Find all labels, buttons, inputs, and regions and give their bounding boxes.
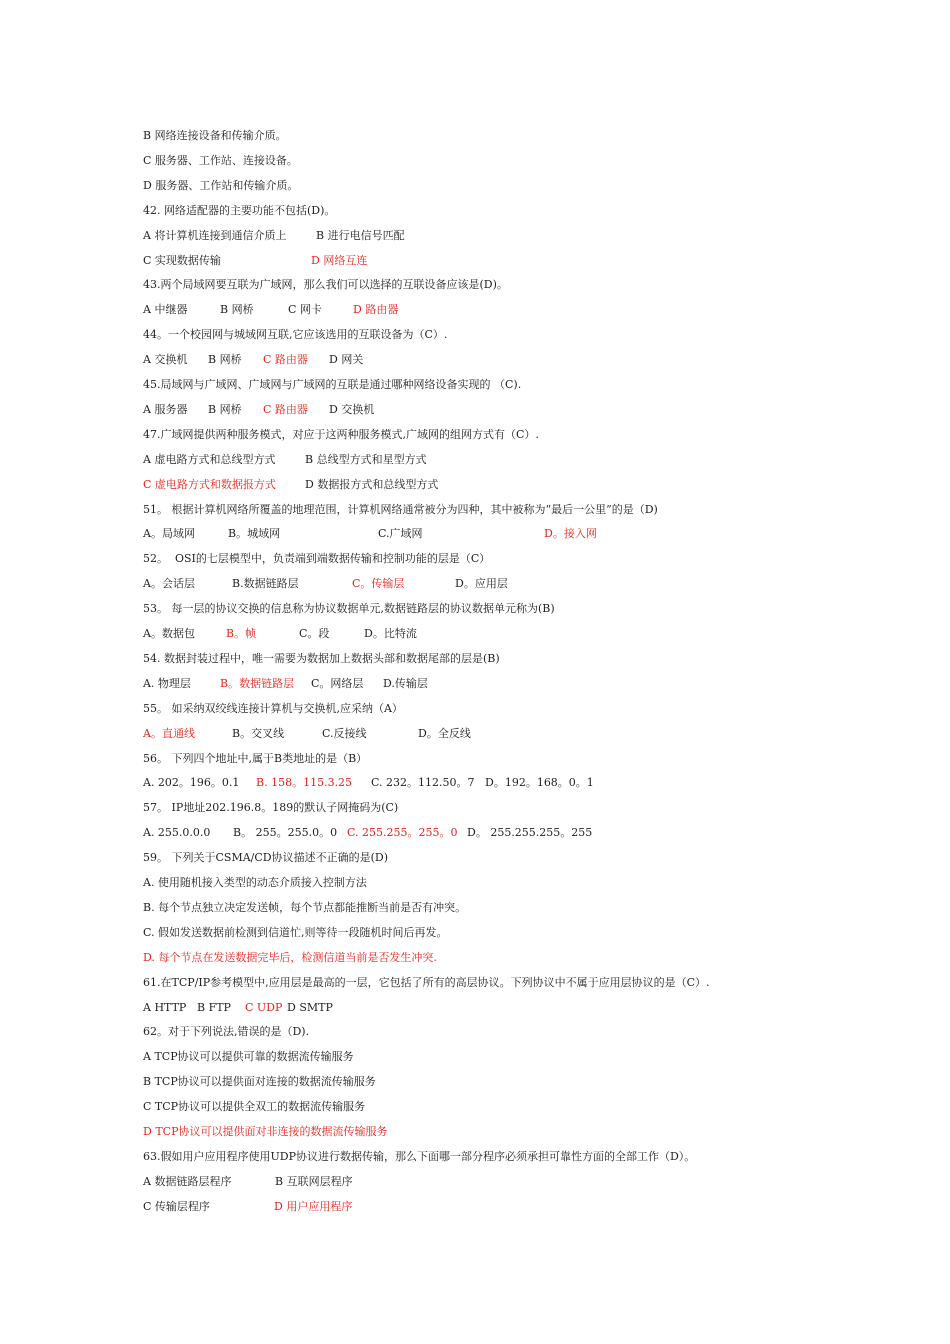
line-text: C TCP协议可以提供全双工的数据流传输服务 xyxy=(143,1100,366,1114)
line-text: A 服务器 xyxy=(143,402,188,416)
line-text: D.传输层 xyxy=(383,676,428,690)
text-line-24 xyxy=(143,699,930,719)
line-text: D。 255.255.255。255 xyxy=(467,826,593,840)
line-text: 47.广域网提供两种服务模式，对应于这两种服务模式,广域网的组网方式有（C）. xyxy=(143,427,539,441)
line-text: D 数据报方式和总线型方式 xyxy=(305,477,439,491)
text-line-38 xyxy=(143,1047,930,1067)
text-line-31 xyxy=(143,873,930,893)
line-text: A. 使用随机接入类型的动态介质接入控制方法 xyxy=(143,876,367,889)
line-text: A 虚电路方式和总线型方式 xyxy=(143,452,276,466)
answer-text: C UDP xyxy=(245,1000,283,1014)
text-line-9 xyxy=(143,325,930,345)
text-line-17 xyxy=(143,524,930,544)
answer-text: D 网络互连 xyxy=(311,253,368,267)
line-text: D 服务器、工作站和传输介质。 xyxy=(143,178,299,192)
answer-text: C 路由器 xyxy=(263,402,308,416)
answer-text: B. 158。115.3.25 xyxy=(256,776,353,790)
line-text: 54. 数据封装过程中，唯一需要为数据加上数据头部和数据尾部的层是(B) xyxy=(143,651,500,665)
line-text: B TCP协议可以提供面对连接的数据流传输服务 xyxy=(143,1075,376,1089)
line-text: A 将计算机连接到通信介质上 xyxy=(143,228,287,242)
line-text: B 网桥 xyxy=(208,353,242,367)
line-text: B。 255。255.0。0 xyxy=(233,826,338,840)
line-text: C. 假如发送数据前检测到信道忙,则等待一段随机时间后再发。 xyxy=(143,925,448,939)
text-line-16 xyxy=(143,500,930,520)
line-text: A。会话层 xyxy=(143,577,195,591)
answer-text: C 虚电路方式和数据报方式 xyxy=(143,477,276,491)
text-line-35 xyxy=(143,973,930,993)
line-text: D。192。168。0。1 xyxy=(485,776,594,790)
answer-text: A。直通线 xyxy=(143,726,195,740)
line-text: D。比特流 xyxy=(364,627,417,640)
text-line-12 xyxy=(143,400,930,420)
text-line-29 xyxy=(143,823,930,843)
text-line-8 xyxy=(143,300,930,320)
text-line-10 xyxy=(143,350,930,370)
line-text: B。城域网 xyxy=(228,527,281,541)
line-text: A。局域网 xyxy=(143,527,195,541)
line-text: A。数据包 xyxy=(143,627,195,640)
answer-text: D 路由器 xyxy=(353,303,399,317)
line-text: A. 255.0.0.0 xyxy=(143,826,211,840)
text-line-20 xyxy=(143,599,930,619)
line-text: 61.在TCP/IP参考模型中,应用层是最高的一层，它包括了所有的高层协议。下列协议中不属于应用层协议的是（C）. xyxy=(143,975,710,989)
line-text: 59。 下列关于CSMA/CD协议描述不正确的是(D) xyxy=(143,851,388,865)
line-text: B 网桥 xyxy=(220,303,254,317)
text-line-5 xyxy=(143,226,930,246)
text-line-15 xyxy=(143,475,930,495)
answer-text: C 路由器 xyxy=(263,353,308,367)
line-text: A TCP协议可以提供可靠的数据流传输服务 xyxy=(143,1050,354,1064)
answer-text: B。帧 xyxy=(226,627,257,640)
line-text: 51。 根据计算机网络所覆盖的地理范围，计算机网络通常被分为四种，其中被称为“最后一公里”的是（D) xyxy=(143,502,658,516)
line-text: A 交换机 xyxy=(143,353,188,367)
text-line-25 xyxy=(143,724,930,744)
text-line-30 xyxy=(143,848,930,868)
text-line-11 xyxy=(143,375,930,395)
answer-text: B。数据链路层 xyxy=(220,676,295,690)
text-line-19 xyxy=(143,574,930,594)
line-text: C。段 xyxy=(299,627,330,640)
text-line-41 xyxy=(143,1122,930,1142)
answer-text: C。传输层 xyxy=(352,577,405,591)
line-text: 52。 OSI的七层模型中，负责端到端数据传输和控制功能的层是（C） xyxy=(143,552,491,566)
answer-text: D 用户应用程序 xyxy=(274,1199,353,1213)
line-text: C 网卡 xyxy=(288,303,322,317)
text-line-2 xyxy=(143,151,930,171)
line-text: D 交换机 xyxy=(329,402,375,416)
answer-text: D。接入网 xyxy=(544,527,597,541)
text-line-43 xyxy=(143,1172,930,1192)
line-text: 56。 下列四个地址中,属于B类地址的是（B） xyxy=(143,751,368,765)
text-line-33 xyxy=(143,923,930,943)
text-line-42 xyxy=(143,1147,930,1167)
line-text: C.反接线 xyxy=(322,726,367,740)
line-text: C 传输层程序 xyxy=(143,1199,210,1213)
line-text: A. 物理层 xyxy=(143,676,191,690)
text-line-7 xyxy=(143,275,930,295)
line-text: B 总线型方式和星型方式 xyxy=(305,452,427,466)
text-line-21 xyxy=(143,624,930,644)
text-line-1 xyxy=(143,126,930,146)
text-line-36 xyxy=(143,998,930,1018)
line-text: B 网桥 xyxy=(208,402,242,416)
text-line-40 xyxy=(143,1097,930,1117)
line-text: 55。 如采纳双绞线连接计算机与交换机,应采纳（A） xyxy=(143,701,403,715)
text-line-22 xyxy=(143,649,930,669)
text-line-6 xyxy=(143,251,930,271)
line-text: C.广域网 xyxy=(378,527,423,541)
line-text: C 服务器、工作站、连接设备。 xyxy=(143,153,298,167)
line-text: 45.局域网与广域网、广域网与广域网的互联是通过哪种网络设备实现的 （C). xyxy=(143,378,522,391)
text-line-34 xyxy=(143,948,930,968)
line-text: 42. 网络适配器的主要功能不包括(D)。 xyxy=(143,203,336,217)
text-line-37 xyxy=(143,1022,930,1042)
line-text: 43.两个局域网要互联为广域网，那么我们可以选择的互联设备应该是(D)。 xyxy=(143,278,508,292)
line-text: 57。 IP地址202.196.8。189的默认子网掩码为(C) xyxy=(143,801,399,815)
answer-text: D TCP协议可以提供面对非连接的数据流传输服务 xyxy=(143,1125,388,1138)
text-line-39 xyxy=(143,1072,930,1092)
line-text: C。网络层 xyxy=(311,676,364,690)
text-line-26 xyxy=(143,749,930,769)
line-text: A 数据链路层程序 xyxy=(143,1174,232,1188)
line-text: D。应用层 xyxy=(455,577,508,591)
line-text: B.数据链路层 xyxy=(232,577,299,591)
line-text: A 中继器 xyxy=(143,303,188,317)
line-text: B 进行电信号匹配 xyxy=(316,228,405,242)
text-line-44 xyxy=(143,1197,930,1217)
text-line-23 xyxy=(143,674,930,694)
line-text: D。全反线 xyxy=(418,726,471,740)
line-text: B 网络连接设备和传输介质。 xyxy=(143,129,287,142)
line-text: 44。一个校园网与城域网互联,它应该选用的互联设备为（C）. xyxy=(143,328,448,342)
line-text: 63.假如用户应用程序使用UDP协议进行数据传输，那么下面哪一部分程序必须承担可靠性方面的全部工作（D）。 xyxy=(143,1149,696,1163)
text-line-32 xyxy=(143,898,930,918)
answer-text: D. 每个节点在发送数据完毕后，检测信道当前是否发生冲突. xyxy=(143,950,437,964)
text-line-4 xyxy=(143,201,930,221)
line-text: D 网关 xyxy=(329,353,364,367)
text-line-27 xyxy=(143,773,930,793)
answer-text: C. 255.255。255。0 xyxy=(347,826,458,840)
text-line-14 xyxy=(143,450,930,470)
text-line-18 xyxy=(143,549,930,569)
text-line-13 xyxy=(143,425,930,445)
line-text: C 实现数据传输 xyxy=(143,253,221,267)
line-text: B 互联网层程序 xyxy=(275,1174,353,1188)
line-text: 53。 每一层的协议交换的信息称为协议数据单元,数据链路层的协议数据单元称为(B) xyxy=(143,602,555,616)
line-text: C. 232。112.50。7 xyxy=(371,776,475,790)
line-text: B。交叉线 xyxy=(232,726,285,740)
text-line-28 xyxy=(143,798,930,818)
line-text: A HTTP xyxy=(143,1000,187,1014)
line-text: 62。对于下列说法,错误的是（D). xyxy=(143,1025,310,1039)
text-line-3 xyxy=(143,176,930,196)
line-text: B FTP xyxy=(197,1000,231,1014)
line-text: A. 202。196。0.1 xyxy=(143,776,240,790)
line-text: B. 每个节点独立决定发送帧，每个节点都能推断当前是否有冲突。 xyxy=(143,900,467,914)
line-text: D SMTP xyxy=(287,1000,333,1014)
